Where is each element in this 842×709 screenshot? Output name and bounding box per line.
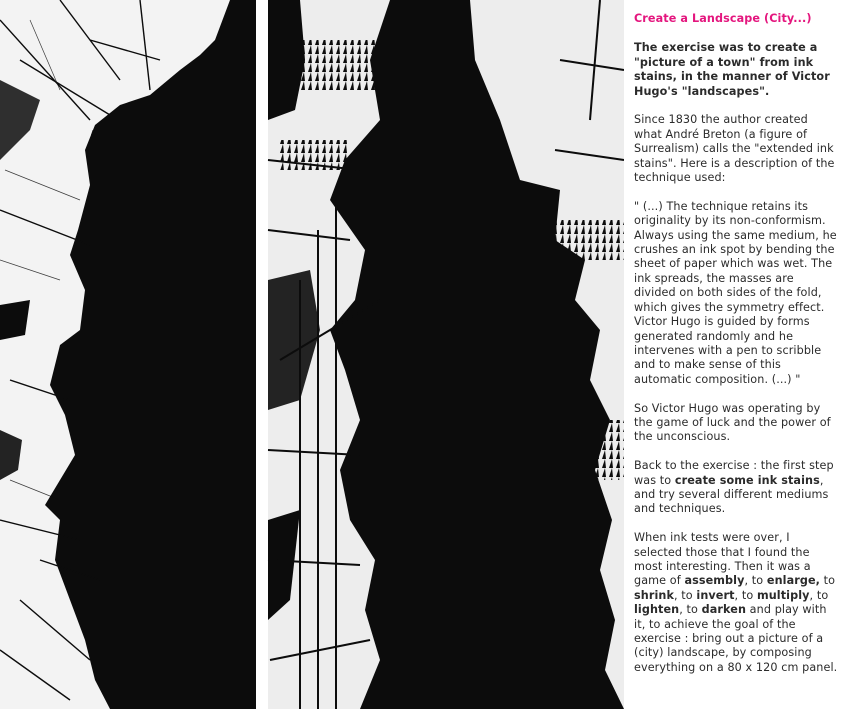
- article-title: Create a Landscape (City...): [634, 12, 812, 25]
- article-text: [634, 12, 838, 690]
- quote-paragraph: " (...) The technique retains its originality by its non-conformism. Always using the same medium, he crushes an ink spot by bending the sheet of paper which was wet. The ink spreads, the masses are divided on both sides of the fold, which gives the symmetry effect. Victor Hugo is guided by forms generated randomly and he intervenes with a pen to scribble and to make sense of this automatic composition. (...) ": [634, 199, 837, 386]
- create-ink-stains-emphasis: create some ink stains: [674, 473, 820, 487]
- composition-text-8: and play with it, to achieve the goal of the exercise : bring out a picture of a (city) landscape, by composing everything on a 80 x 120 cm panel.: [634, 603, 838, 674]
- first-step-rest: , and try several different mediums and techniques.: [634, 473, 829, 516]
- invert-emphasis: invert: [696, 588, 735, 602]
- enlarge-emphasis: enlarge,: [766, 574, 821, 588]
- ink-landscape-right: [268, 0, 624, 709]
- history-paragraph: Since 1830 the author created what André Breton (a figure of Surrealism) calls the "extended ink stains". Here is a description of the technique used:: [634, 113, 835, 185]
- ink-landscape-left: [0, 0, 256, 709]
- unconscious-paragraph: So Victor Hugo was operating by the game of luck and the power of the unconscious.: [634, 401, 831, 444]
- composition-paragraph: [634, 531, 838, 675]
- composition-text-7: , to: [679, 603, 702, 617]
- composition-text-2: , to: [744, 574, 767, 588]
- first-step-text: Back to the exercise : the first step was to: [634, 459, 834, 487]
- composition-text-3: to: [820, 574, 836, 588]
- composition-text-1: When ink tests were over, I selected those that I found the most interesting. Then it was a game of: [634, 531, 811, 588]
- composition-text-4: , to: [673, 588, 697, 602]
- darken-emphasis: darken: [701, 603, 747, 617]
- shrink-emphasis: shrink: [634, 588, 674, 602]
- assembly-emphasis: assembly: [684, 574, 745, 588]
- first-step-paragraph: [634, 459, 838, 517]
- lighten-emphasis: lighten: [634, 603, 680, 617]
- composition-text-5: , to: [734, 588, 757, 602]
- intro-paragraph: The exercise was to create a "picture of a town" from ink stains, in the manner of Victor Hugo's "landscapes".: [634, 41, 830, 98]
- multiply-emphasis: multiply: [756, 588, 810, 602]
- composition-text-6: , to: [809, 588, 829, 602]
